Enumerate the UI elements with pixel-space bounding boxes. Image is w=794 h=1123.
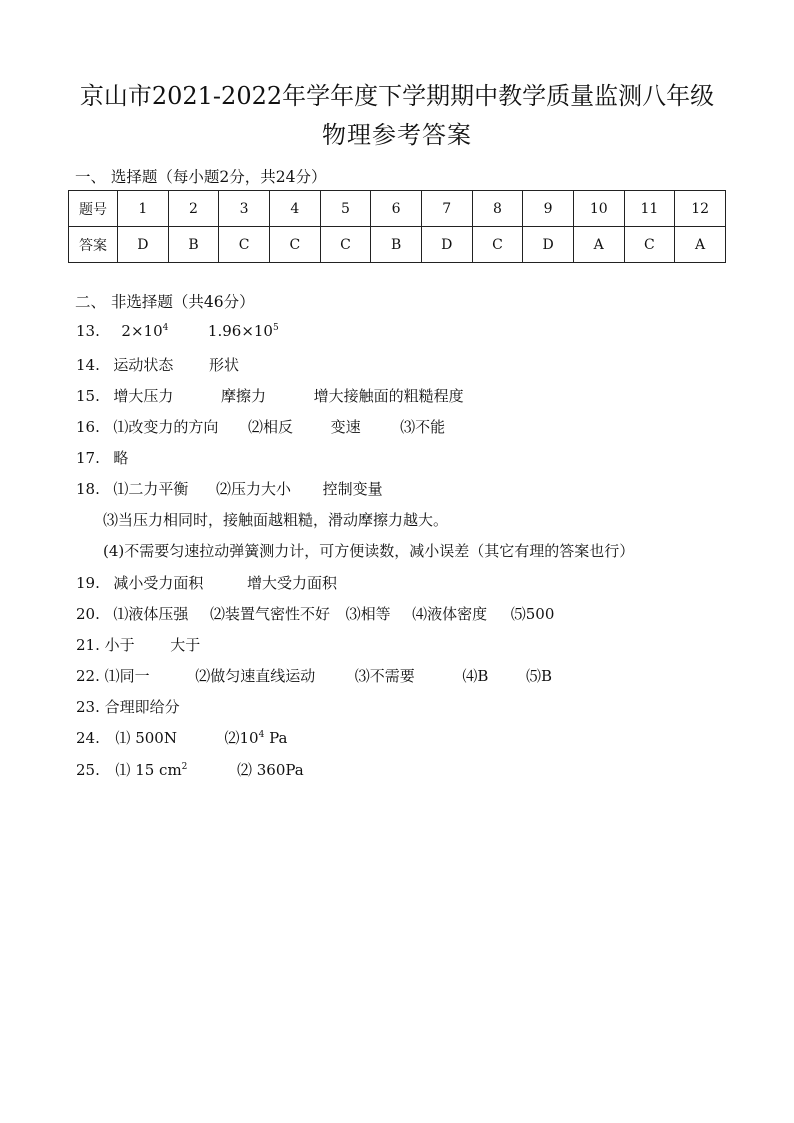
document-title: 京山市2021-2022年学年度下学期期中教学质量监测八年级	[79, 82, 715, 110]
question-number: 22.	[76, 667, 100, 685]
answer-text: 大于	[170, 636, 201, 654]
answer-line-17	[76, 447, 128, 468]
question-number: 21.	[76, 636, 100, 654]
answer-line-24	[76, 727, 287, 748]
answer-text: ⑵做匀速直线运动	[195, 667, 316, 685]
answer-line-13	[76, 322, 279, 340]
answer-text: ⑵10	[224, 729, 259, 747]
table-cell: 5	[320, 191, 371, 227]
answer-text: ⑴液体压强	[113, 605, 189, 623]
answer-text: ⑴改变力的方向	[113, 418, 219, 436]
table-cell: D	[118, 227, 169, 263]
answer-line-18-part4	[103, 540, 634, 561]
table-cell: 6	[371, 191, 422, 227]
section-heading-non-choice: 二、 非选择题（共46分）	[75, 293, 255, 311]
exponent: 4	[258, 730, 265, 740]
answer-text: 控制变量	[322, 480, 383, 498]
question-number: 19.	[76, 574, 100, 592]
answer-text: ⑸500	[510, 605, 555, 623]
table-cell: 2	[168, 191, 219, 227]
table-cell: B	[371, 227, 422, 263]
table-cell: A	[573, 227, 624, 263]
table-cell: 1	[118, 191, 169, 227]
table-cell: C	[269, 227, 320, 263]
answer-text: ⑶相等	[345, 605, 391, 623]
table-header-cell: 答案	[69, 227, 118, 263]
answer-text: (4)不需要匀速拉动弹簧测力计，可方便读数，减小误差（其它有理的答案也行）	[103, 542, 635, 560]
answer-text: 略	[113, 449, 129, 467]
answer-line-22	[76, 665, 552, 686]
answer-text: 运动状态	[113, 356, 174, 374]
question-number: 23.	[76, 698, 100, 716]
question-number: 13.	[76, 322, 100, 340]
question-number: 17.	[76, 449, 100, 467]
answer-text: 合理即给分	[104, 698, 180, 716]
answer-text: 减小受力面积	[113, 574, 204, 592]
answer-line-16	[76, 416, 445, 437]
answer-text: ⑴二力平衡	[113, 480, 189, 498]
answer-text: 增大受力面积	[247, 574, 338, 592]
answer-line-18	[76, 478, 383, 499]
question-number: 20.	[76, 605, 100, 623]
table-cell: C	[320, 227, 371, 263]
table-header-cell: 题号	[69, 191, 118, 227]
answer-text: ⑴ 500N	[115, 729, 177, 747]
answer-line-18-part3	[103, 509, 448, 530]
table-cell: A	[675, 227, 726, 263]
table-row-numbers	[69, 191, 726, 227]
answer-text: 小于	[104, 636, 135, 654]
table-cell: C	[624, 227, 675, 263]
answer-text: ⑶当压力相同时，接触面越粗糙，滑动摩擦力越大。	[103, 511, 449, 529]
answer-text: ⑸B	[525, 667, 552, 685]
answer-text: 形状	[209, 356, 240, 374]
answer-text: ⑶不能	[400, 418, 446, 436]
exponent: 2	[181, 762, 188, 772]
answer-line-25	[76, 759, 304, 780]
exponent: 5	[272, 323, 279, 333]
answer-line-21	[76, 634, 200, 655]
question-number: 25.	[76, 761, 100, 779]
answer-text: ⑵相反	[248, 418, 294, 436]
answer-text: ⑵装置气密性不好	[210, 605, 331, 623]
table-cell: 12	[675, 191, 726, 227]
answer-line-20	[76, 603, 554, 624]
question-number: 16.	[76, 418, 100, 436]
answer-text: 变速	[330, 418, 361, 436]
answer-text: ⑷B	[462, 667, 489, 685]
table-cell: C	[472, 227, 523, 263]
document-subtitle: 物理参考答案	[322, 121, 472, 149]
answer-text: ⑴ 15 cm	[115, 761, 182, 779]
unit-text: Pa	[264, 729, 288, 747]
answer-text: 摩擦力	[221, 387, 267, 405]
answer-text: 增大压力	[113, 387, 174, 405]
table-cell: 3	[219, 191, 270, 227]
answer-text: ⑵压力大小	[216, 480, 292, 498]
answer-line-14	[76, 354, 239, 375]
table-cell: 9	[523, 191, 574, 227]
table-row-answers	[69, 227, 726, 263]
answer-line-15	[76, 385, 464, 406]
answer-text: ⑶不需要	[354, 667, 415, 685]
answer-text: ⑴同一	[104, 667, 150, 685]
answer-table	[68, 190, 726, 263]
table-cell: 4	[269, 191, 320, 227]
exponent: 4	[162, 323, 169, 333]
answer-line-23	[76, 696, 180, 717]
table-cell: D	[421, 227, 472, 263]
question-number: 18.	[76, 480, 100, 498]
answer-text: 1.96×10	[207, 322, 273, 340]
table-cell: D	[523, 227, 574, 263]
answer-text: ⑵ 360Pa	[236, 761, 304, 779]
table-cell: 10	[573, 191, 624, 227]
table-cell: C	[219, 227, 270, 263]
answer-text: ⑷液体密度	[412, 605, 488, 623]
table-cell: 11	[624, 191, 675, 227]
question-number: 15.	[76, 387, 100, 405]
table-cell: B	[168, 227, 219, 263]
question-number: 24.	[76, 729, 100, 747]
answer-text: 增大接触面的粗糙程度	[313, 387, 464, 405]
table-cell: 7	[421, 191, 472, 227]
table-cell: 8	[472, 191, 523, 227]
question-number: 14.	[76, 356, 100, 374]
answer-line-19	[76, 572, 337, 593]
section-heading-multiple-choice: 一、 选择题（每小题2分，共24分）	[75, 168, 327, 186]
answer-text: 2×10	[121, 322, 163, 340]
